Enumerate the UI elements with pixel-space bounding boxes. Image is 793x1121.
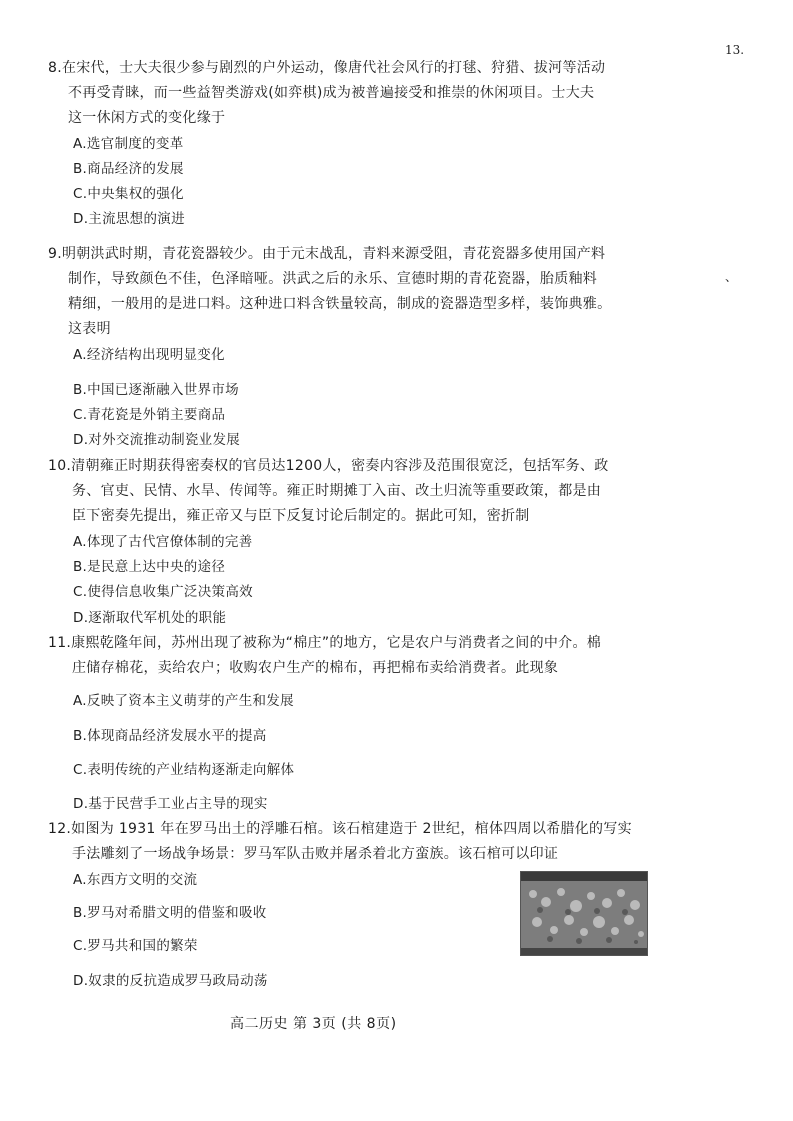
question-8-option-c: C.中央集权的强化 — [73, 186, 184, 202]
relief-texture-svg — [521, 872, 647, 955]
question-8-stem-line-2: 不再受青睐，而一些益智类游戏(如弈棋)成为被普遍接受和推崇的休闲项目。士大夫 — [68, 85, 595, 101]
question-12-option-d: D.奴隶的反抗造成罗马政局动荡 — [73, 973, 268, 989]
question-9-stem-line-1: 9.明朝洪武时期，青花瓷器较少。由于元末战乱，青料来源受阻，青花瓷器多使用国产料 — [48, 246, 606, 262]
question-12-option-b: B.罗马对希腊文明的借鉴和吸收 — [73, 905, 267, 921]
question-9-stem-line-3: 精细，一般用的是进口料。这种进口料含铁量较高，制成的瓷器造型多样，装饰典雅。 — [68, 296, 612, 312]
question-10-option-a: A.体现了古代宫僚体制的完善 — [73, 534, 253, 550]
question-9-stem-line-2: 制作，导致颜色不佳，色泽暗哑。洪武之后的永乐、宣德时期的青花瓷器，胎质釉料 — [68, 271, 598, 287]
page-footer: 高二历史 第 3页 (共 8页) — [230, 1016, 397, 1032]
question-10-stem-line-2: 务、官吏、民情、水旱、传闻等。雍正时期摊丁入亩、改土归流等重要政策，都是由 — [72, 483, 602, 499]
question-12-stem-line-2: 手法雕刻了一场战争场景：罗马军队击败并屠杀着北方蛮族。该石棺可以印证 — [72, 846, 559, 862]
stray-mark: 、 — [725, 270, 738, 284]
question-10-option-c: C.使得信息收集广泛决策高效 — [73, 584, 253, 600]
question-8-stem-line-1: 8.在宋代，士大夫很少参与剧烈的户外运动，像唐代社会风行的打毬、狩猎、拔河等活动 — [48, 60, 606, 76]
question-11-option-a: A.反映了资本主义萌芽的产生和发展 — [73, 693, 294, 709]
question-10-option-b: B.是民意上达中央的途径 — [73, 559, 226, 575]
question-9-option-d: D.对外交流推动制瓷业发展 — [73, 432, 241, 448]
question-10-stem-line-3: 臣下密奏先提出，雍正帝又与臣下反复讨论后制定的。据此可知，密折制 — [72, 508, 530, 524]
question-12-stem-line-1: 12.如图为 1931 年在罗马出土的浮雕石棺。该石棺建造于 2世纪，棺体四周以希腊化的写实 — [48, 821, 632, 837]
question-11-stem-line-2: 庄储存棉花，卖给农户；收购农户生产的棉布，再把棉布卖给消费者。此现象 — [72, 660, 559, 676]
question-8-option-b: B.商品经济的发展 — [73, 161, 184, 177]
question-11-stem-line-1: 11.康熙乾隆年间，苏州出现了被称为“棉庄”的地方，它是农户与消费者之间的中介。棉 — [48, 635, 602, 651]
question-11-option-c: C.表明传统的产业结构逐渐走向解体 — [73, 762, 295, 778]
question-11-option-d: D.基于民营手工业占主导的现实 — [73, 796, 268, 812]
question-10-stem-line-1: 10.清朝雍正时期获得密奏权的官员达1200人，密奏内容涉及范围很宽泛，包括军务、政 — [48, 458, 609, 474]
question-9-option-b: B.中国已逐渐融入世界市场 — [73, 382, 239, 398]
question-8-option-d: D.主流思想的演进 — [73, 211, 185, 227]
question-12-option-c: C.罗马共和国的繁荣 — [73, 938, 198, 954]
question-8-option-a: A.选官制度的变革 — [73, 136, 184, 152]
question-11-option-b: B.体现商品经济发展水平的提高 — [73, 728, 267, 744]
sarcophagus-relief-image — [520, 871, 648, 956]
question-10-option-d: D.逐渐取代军机处的职能 — [73, 610, 227, 626]
page-marker: 13. — [725, 43, 745, 57]
question-9-option-c: C.青花瓷是外销主要商品 — [73, 407, 226, 423]
question-9-option-a: A.经济结构出现明显变化 — [73, 347, 225, 363]
question-9-stem-line-4: 这表明 — [68, 321, 111, 337]
question-12-option-a: A.东西方文明的交流 — [73, 872, 198, 888]
question-8-stem-line-3: 这一休闲方式的变化缘于 — [68, 110, 226, 126]
